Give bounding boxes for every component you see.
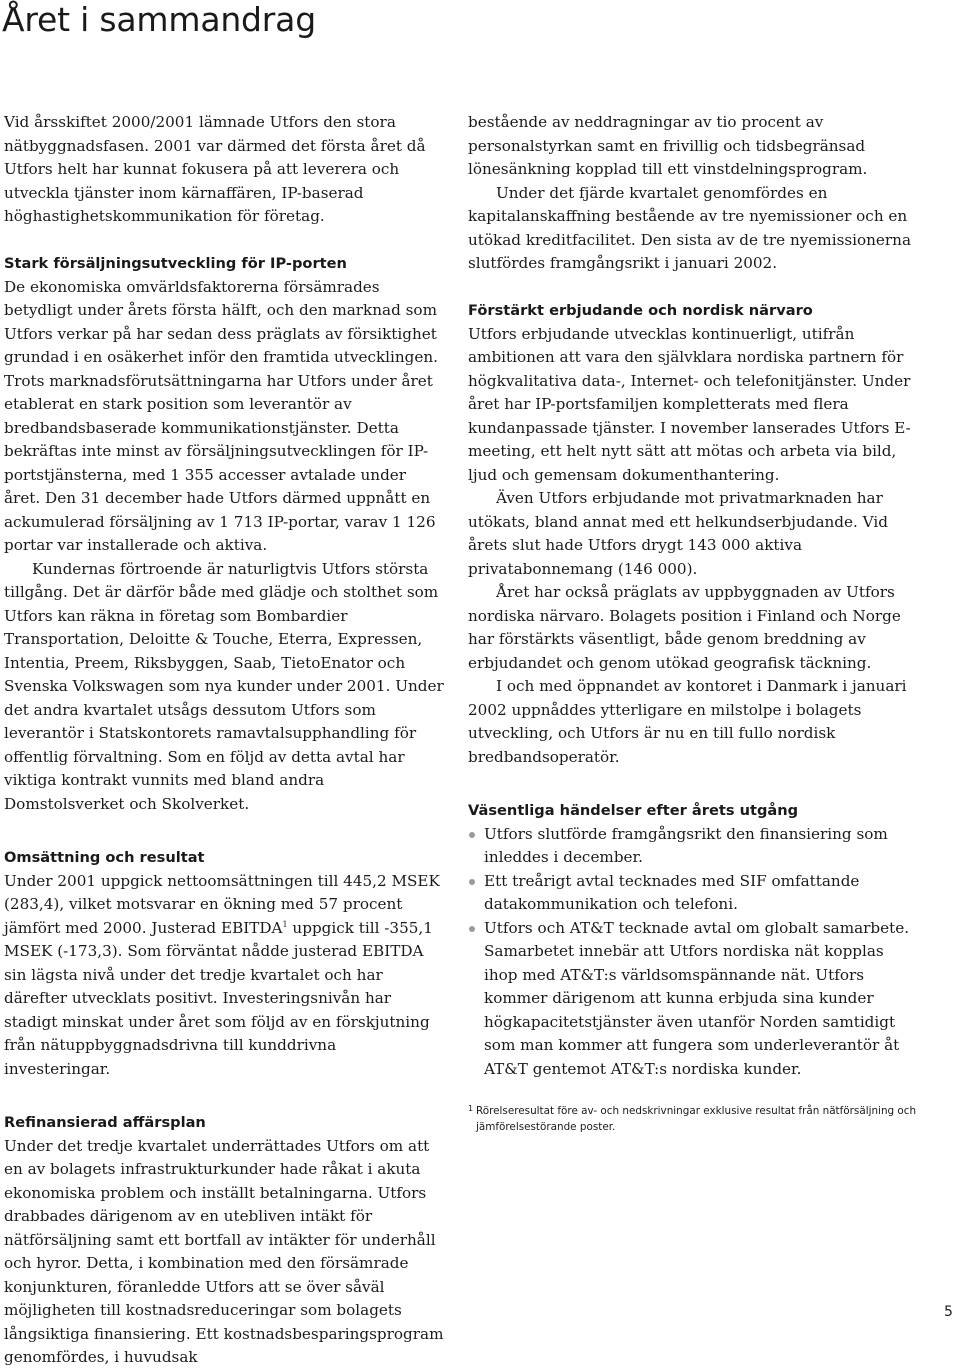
section-heading-revenue: Omsättning och resultat [4,849,205,866]
list-item: Ett treårigt avtal tecknades med SIF omfattande datakommunikation och telefoni. [468,870,914,917]
list-item: Utfors slutförde framgångsrikt den finansiering som inleddes i december. [468,823,914,870]
offering-paragraph-2: Även Utfors erbjudande mot privatmarknaden har utökats, bland annat med ett helkundserbjudande. Vid årets slut hade Utfors drygt 143 000 aktiva privatabonnemang (146 000). [468,489,888,578]
offering-paragraph-1: Utfors erbjudande utvecklas kontinuerligt, utifrån ambitionen att vara den självklara nordiska partnern för högkvalitativa data-, Internet- och telefonitjänster. Under året har IP-portsfamiljen kompletterats med flera kundanpassade tjänster. I november lanserades Utfors E-meeting, ett helt nytt sätt att mötas och arbeta via bild, ljud och gemensam dokumenthantering. [468,324,911,484]
capital-paragraph: Under det fjärde kvartalet genomfördes en kapitalanskaffning bestående av tre nyemissioner och en utökad kreditfacilitet. Den sista av de tre nyemissionerna slutfördes framgångsrikt i januari 2002. [468,183,912,272]
footnote [468,1103,918,1135]
footnote-mark: 1 [468,1104,474,1113]
intro-paragraph: Vid årsskiftet 2000/2001 lämnade Utfors den stora nätbyggnadsfasen. 2001 var därmed det första året då Utfors helt har kunnat fokusera på att leverera och utveckla tjänster inom kärnaffären, IP-baserad höghastighetskommunikation för företag. [4,113,426,225]
section-heading-offering: Förstärkt erbjudande och nordisk närvaro [468,302,813,319]
section-heading-events: Väsentliga händelser efter årets utgång [468,802,799,819]
sales-paragraph-1: De ekonomiska omvärldsfaktorerna försämrades betydligt under årets första hälft, och den marknad som Utfors verkar på har sedan dess präglats av försiktighet grundad i en osäkerhet inför den framtida utvecklingen. Trots marknadsförutsättningarna har Utfors under året etablerat en stark position som leverantör av bredbandsbaserade kommunikationstjänster. Detta bekräftas inte minst av försäljningsutvecklingen för IP-portstjänsterna, med 1 355 accesser avtalade under året. Den 31 december hade Utfors därmed uppnått en ackumulerad försäljning av 1 713 IP-portar, varav 1 126 portar var installerade och aktiva. [4,277,438,554]
right-column [468,111,914,1081]
page-title: Året i sammandrag [2,0,316,39]
footnote-reference: 1 [282,919,288,929]
section-heading-refinancing: Refinansierad affärsplan [4,1114,206,1131]
left-column [4,111,444,1370]
footnote-text: Rörelseresultat före av- och nedskrivningar exklusive resultat från nätförsäljning och jämförelsestörande poster. [476,1105,917,1133]
page-number: 5 [944,1304,953,1320]
revenue-paragraph [4,870,444,1082]
offering-paragraph-4: I och med öppnandet av kontoret i Danmark i januari 2002 uppnåddes ytterligare en milstolpe i bolagets utveckling, och Utfors är nu en till fullo nordisk bredbandsoperatör. [468,677,907,766]
revenue-text-a: Under 2001 uppgick nettoomsättningen till 445,2 MSEK (283,4), vilket motsvarar en ökning med 57 procent jämfört med 2000. Justerad EBITDA [4,871,440,937]
revenue-text-b: uppgick till -355,1 MSEK (-173,3). Som förväntat nådde justerad EBITDA sin lägsta nivå under det tredje kvartalet och har därefter utvecklats positivt. Investeringsnivån har stadigt minskat under året som följd av en förskjutning från nätuppbyggnadsdrivna till kunddrivna investeringar. [4,918,433,1078]
refinancing-continuation: bestående av neddragningar av tio procent av personalstyrkan samt en frivillig och tidsbegränsad lönesänkning kopplad till ett vinstdelningsprogram. [468,113,868,178]
section-heading-sales: Stark försäljningsutveckling för IP-porten [4,255,347,272]
offering-paragraph-3: Året har också präglats av uppbyggnaden av Utfors nordiska närvaro. Bolagets position i Finland och Norge har förstärkts väsentligt, både genom breddning av erbjudandet och genom utökad geografisk täckning. [468,583,901,672]
sales-paragraph-2: Kundernas förtroende är naturligtvis Utfors största tillgång. Det är därför både med glädje och stolthet som Utfors kan räkna in företag som Bombardier Transportation, Deloitte & Touche, Eterra, Expressen, Intentia, Preem, Riksbyggen, Saab, TietoEnator och Svenska Volkswagen som nya kunder under 2001. Under det andra kvartalet utsågs dessutom Utfors som leverantör i Statskontorets ramavtalsupphandling för offentlig förvaltning. Som en följd av detta avtal har viktiga kontrakt vunnits med bland andra Domstolsverket och Skolverket. [4,559,444,813]
refinancing-paragraph: Under det tredje kvartalet underrättades Utfors om att en av bolagets infrastrukturkunder hade råkat i akuta ekonomiska problem och inställt betalningarna. Utfors drabbades därigenom av en utebliven intäkt för nätförsäljning samt ett bortfall av intäkter för underhåll och hyror. Detta, i kombination med den försämrade konjunkturen, föranledde Utfors att se över såväl möjligheten till kostnadsreduceringar som bolagets långsiktiga finansiering. Ett kostnadsbesparingsprogram genomfördes, i huvudsak [4,1136,444,1366]
list-item: Utfors och AT&T tecknade avtal om globalt samarbete. Samarbetet innebär att Utfors nordiska nät kopplas ihop med AT&T:s världsomspännande nät. Utfors kommer därigenom att kunna erbjuda sina kunder högkapacitetstjänster även utanför Norden samtidigt som man kommer att fungera som underleverantör åt AT&T gentemot AT&T:s nordiska kunder. [468,917,914,1082]
bullet-icon [469,926,475,932]
events-list [468,823,914,1082]
bullet-icon [469,879,475,885]
bullet-icon [469,832,475,838]
